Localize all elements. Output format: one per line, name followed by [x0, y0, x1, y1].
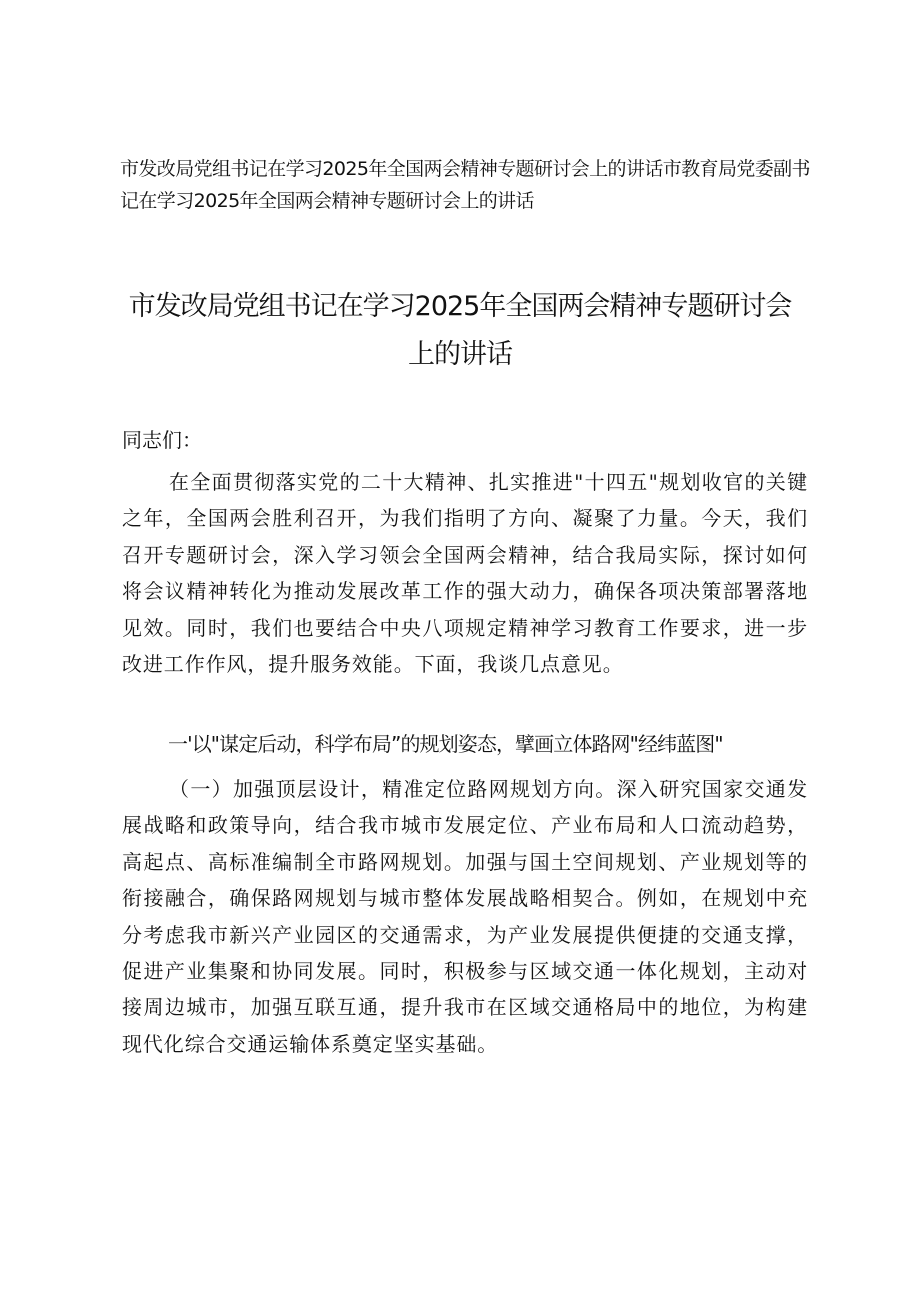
document-header: 市发改局党组书记在学习2025年全国两会精神专题研讨会上的讲话市教育局党委副书记在学习2025年全国两会精神专题研讨会上的讲话 — [120, 158, 810, 212]
salutation: 同志们： — [122, 428, 202, 452]
section-heading: 一'以"谋定后动，科学布局”的规划姿态，擘画立体路网"经纬蓝图" — [168, 732, 723, 756]
paragraph-subsection-one: （一）加强顶层设计，精准定位路网规划方向。深入研究国家交通发展战略和政策导向，结合我市城市发展定位、产业布局和人口流动趋势，高起点、高标准编制全市路网规划。加强与国土空间规划、产业规划等的衔接融合，确保路网规划与城市整体发展战略相契合。例如，在规划中充分考虑我市新兴产业园区的交通需求，为产业发展提供便捷的交通支撑，促进产业集聚和协同发展。同时，积极参与区域交通一体化规划，主动对接周边城市，加强互联互通，提升我市在区域交通格局中的地位，为构建现代化综合交通运输体系奠定坚实基础。 — [122, 777, 808, 1056]
paragraph-intro: 在全面贯彻落实党的二十大精神、扎实推进"十四五"规划收官的关键之年，全国两会胜利召开，为我们指明了方向、凝聚了力量。今天，我们召开专题研讨会，深入学习领会全国两会精神，结合我局实际，探讨如何将会议精神转化为推动发展改革工作的强大动力，确保各项决策部署落地见效。同时，我们也要结合中央八项规定精神学习教育工作要求，进一步改进工作作风，提升服务效能。下面，我谈几点意见。 — [122, 470, 808, 677]
document-title: 市发改局党组书记在学习2025年全国两会精神专题研讨会上的讲话 — [128, 291, 792, 370]
